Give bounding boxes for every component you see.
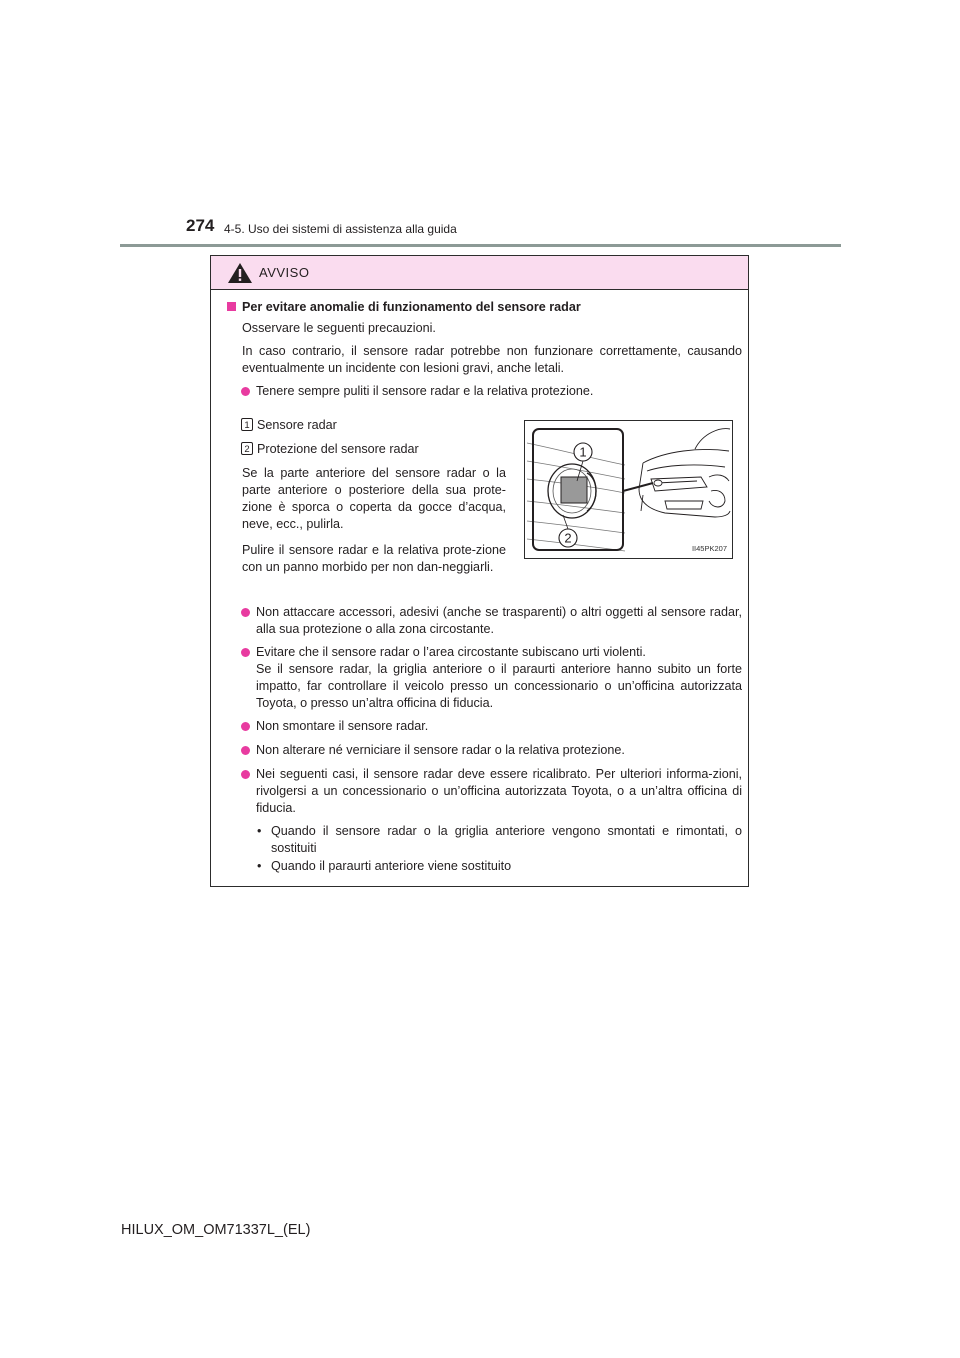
figure-label-1: 1 [579, 444, 587, 460]
figure-label-2: 2 [564, 530, 572, 546]
wipe-paragraph: Pulire il sensore radar e la relativa prote-zione con un panno morbido per non dan-neggiarli. [242, 543, 506, 574]
subbullet-text: Quando il sensore radar o la griglia anteriore vengono smontati e rimontati, o sostituiti [271, 824, 742, 855]
bullet-text: Nei seguenti casi, il sensore radar deve essere ricalibrato. Per ulteriori informa-zioni, rivolgersi a un concessionario o un’officina autorizzata Toyota, o a un’altra officina di fiducia. [256, 767, 742, 815]
callout-number: 1 [241, 418, 253, 431]
radar-sensor-figure [524, 420, 733, 559]
subbullet-2 [257, 858, 742, 875]
bullet-clean [256, 383, 742, 400]
bullet-dot-icon [241, 722, 250, 731]
document-code: HILUX_OM_OM71337L_(EL) [121, 1222, 311, 1238]
callout-2 [244, 441, 507, 458]
bullet-dot-icon [241, 770, 250, 779]
bullet-recalibrate [256, 766, 742, 817]
bullet-dot-icon [241, 648, 250, 657]
bullet-clean-text: Tenere sempre puliti il sensore radar e la relativa protezione. [256, 384, 594, 398]
warning-box [210, 255, 749, 887]
bullet-dot-icon [241, 608, 250, 617]
dirty-paragraph: Se la parte anteriore del sensore radar o la parte anteriore o posteriore della sua prote-zione è sporca o coperta da gocce d’acqua, neve, ecc., pulirla. [242, 466, 506, 531]
bullet-text: Non alterare né verniciare il sensore radar o la relativa protezione. [256, 743, 625, 757]
intro-paragraph-2: In caso contrario, il sensore radar potrebbe non funzionare correttamente, causando eventualmente un incidente con lesioni gravi, anche letali. [242, 344, 742, 375]
bullet-disassemble [256, 718, 742, 735]
bullet-text: Non smontare il sensore radar. [256, 719, 429, 733]
bullet-dot-icon [241, 387, 250, 396]
bullet-dot-icon [241, 746, 250, 755]
warning-heading [227, 299, 737, 316]
subbullet-mark: • [257, 859, 262, 873]
callout-label: Protezione del sensore radar [257, 442, 419, 456]
bullet-text: Non attaccare accessori, adesivi (anche se trasparenti) o altri oggetti al sensore radar, alla sua protezione o alla zona circostante. [256, 605, 742, 636]
warning-heading-text: Per evitare anomalie di funzionamento del sensore radar [242, 300, 581, 314]
warning-triangle-icon [227, 262, 253, 284]
warning-header [211, 256, 748, 290]
radar-sensor-illustration [525, 421, 732, 558]
section-title: 4-5. Uso dei sistemi di assistenza alla guida [224, 222, 457, 236]
callout-1 [244, 417, 507, 434]
bullet-paint [256, 742, 742, 759]
impact-detail: Se il sensore radar, la griglia anteriore o il paraurti anteriore hanno subito un forte impatto, far controllare il veicolo presso un concessionario o un’officina autorizzata Toyota, o presso un’altra officina di fiducia. [256, 662, 742, 710]
page-number: 274 [186, 216, 215, 235]
callout-number: 2 [241, 442, 253, 455]
callout-label: Sensore radar [257, 418, 337, 432]
bullet-accessories [256, 604, 742, 638]
figure-code: II45PK207 [691, 544, 727, 553]
intro-paragraph-1: Osservare le seguenti precauzioni. [242, 321, 436, 335]
bullet-impacts [256, 644, 742, 661]
subbullet-mark: • [257, 824, 262, 838]
warning-title: AVVISO [259, 265, 310, 280]
header-rule [120, 244, 841, 247]
square-bullet-icon [227, 302, 236, 311]
bullet-text: Evitare che il sensore radar o l’area circostante subiscano urti violenti. [256, 645, 646, 659]
subbullet-text: Quando il paraurti anteriore viene sostituito [271, 859, 512, 873]
subbullet-1 [257, 823, 742, 857]
